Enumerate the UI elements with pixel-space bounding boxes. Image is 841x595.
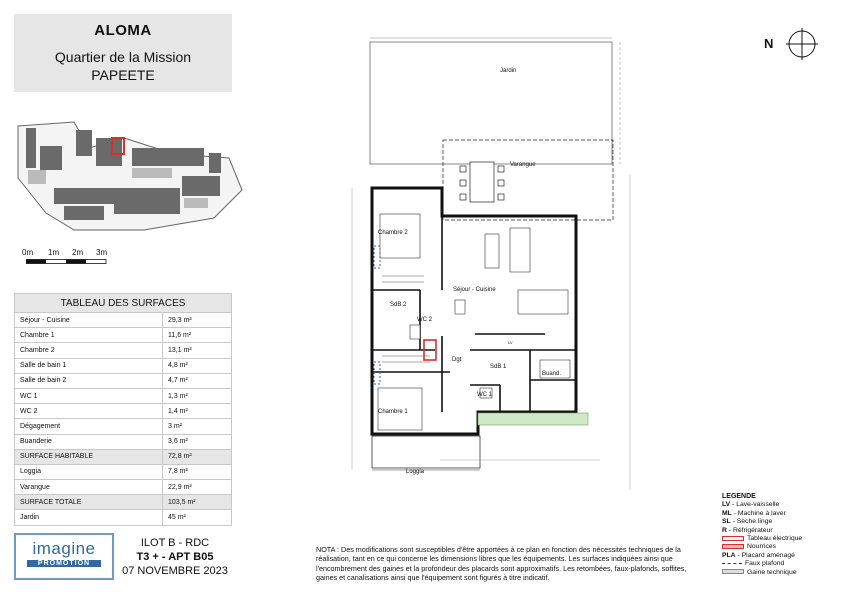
garden-outline (370, 42, 612, 164)
electric-panel-icon (722, 536, 744, 541)
legend-item: R - Réfrigérateur (722, 526, 773, 534)
date-label: 07 NOVEMBRE 2023 (122, 565, 228, 577)
city-name: PAPEETE (91, 67, 155, 83)
false-ceiling-icon (722, 563, 742, 564)
row-label: Dégagement (15, 419, 163, 434)
row-value: 4,8 m² (163, 358, 232, 373)
row-label: Jardin (15, 510, 163, 525)
row-label: Salle de bain 1 (15, 358, 163, 373)
row-label: WC 2 (15, 404, 163, 419)
row-label: Chambre 1 (15, 328, 163, 343)
room-label-sdb-2: SdB 2 (390, 302, 407, 308)
project-name: ALOMA (94, 22, 152, 39)
row-value: 1,4 m² (163, 404, 232, 419)
row-label: Loggia (15, 464, 163, 479)
table-row (15, 388, 232, 403)
building-label: ILOT B - RDC (140, 537, 210, 549)
legend-item: PLA - Placard aménagé (722, 551, 795, 559)
table-row (15, 328, 232, 343)
row-label: Salle de bain 2 (15, 373, 163, 388)
table-row (15, 480, 232, 495)
row-label: Chambre 2 (15, 343, 163, 358)
apartment-label: T3 + - APT B05 (136, 551, 214, 563)
legend (722, 493, 802, 577)
scale-label-1: 1m (48, 248, 60, 257)
row-value: 45 m² (163, 510, 232, 525)
site-key-plan (14, 118, 244, 238)
project-header (14, 14, 232, 92)
room-label-dgt: Dgt (452, 357, 462, 363)
table-row (15, 373, 232, 388)
room-label-varangue: Varangue (510, 162, 536, 168)
legend-item: Nourrices (722, 543, 802, 551)
scale-label-3: 3m (96, 248, 108, 257)
row-value: 22,9 m² (163, 480, 232, 495)
room-label-sejour: Séjour - Cuisine (453, 287, 496, 293)
district-name: Quartier de la Mission (54, 49, 192, 65)
row-value: 11,6 m² (163, 328, 232, 343)
row-label: SURFACE HABITABLE (15, 449, 163, 464)
table-row (15, 464, 232, 479)
table-row (15, 343, 232, 358)
row-value: 3 m² (163, 419, 232, 434)
plan-meta (116, 536, 234, 578)
row-value: 103,5 m² (163, 495, 232, 510)
table-row (15, 358, 232, 373)
room-label-wc-1: WC 1 (477, 392, 492, 398)
logo-tagline: PROMOTION (27, 560, 101, 567)
legend-item: ML - Machine à laver (722, 509, 786, 517)
legend-item: Faux plafond (722, 560, 802, 568)
table-row (15, 313, 232, 328)
table-row (15, 434, 232, 449)
row-value: 1,3 m² (163, 388, 232, 403)
table-row (15, 510, 232, 525)
legend-item: SL - Sèche linge (722, 518, 773, 526)
scale-bar (26, 259, 110, 265)
scale-label-0: 0m (22, 248, 34, 257)
room-label-wc-2: WC 2 (417, 317, 432, 323)
row-label: Buanderie (15, 434, 163, 449)
row-value: 3,6 m² (163, 434, 232, 449)
legend-item: Tableau électrique (722, 535, 802, 543)
appliance-label-lv: LV (508, 340, 513, 345)
room-label-chambre-1: Chambre 1 (378, 409, 408, 415)
row-label: SURFACE TOTALE (15, 495, 163, 510)
logo-name: imagine (32, 539, 96, 558)
table-row (15, 404, 232, 419)
surfaces-table (14, 293, 232, 526)
promoter-logo (14, 533, 114, 580)
compass-icon (786, 28, 818, 60)
room-label-jardin: Jardin (500, 68, 517, 74)
scale-label-2: 2m (72, 248, 84, 257)
technical-duct-icon (722, 569, 744, 574)
legend-title: LEGENDE (722, 493, 756, 500)
north-label: N (764, 36, 774, 51)
room-label-loggia: Loggia (406, 469, 425, 475)
legend-item: LV - Lave-vaisselle (722, 501, 780, 509)
floor-plan (300, 0, 720, 500)
disclaimer-note: NOTA : Des modifications sont susceptibles d'être apportées à ce plan en fonction des nécessités techniques de la réalisation, tant en ce qui concerne les dimensions libres que les équipements. Les surfaces indiquées ainsi que l'encombrement des gaines et la profondeur des placards sont approximatifs. Les retombées, faux-plafonds, soffites, gaines et canalisations ainsi que l'équipement sont figurés à titre indicatif. (316, 545, 687, 583)
row-value: 29,3 m² (163, 313, 232, 328)
row-value: 13,1 m² (163, 343, 232, 358)
table-title: TABLEAU DES SURFACES (15, 294, 232, 313)
manifold-icon (722, 544, 744, 549)
table-row-total (15, 449, 232, 464)
room-label-chambre-2: Chambre 2 (378, 230, 408, 236)
table-row-total (15, 495, 232, 510)
row-label: WC 1 (15, 388, 163, 403)
row-label: Séjour - Cuisine (15, 313, 163, 328)
row-label: Varangue (15, 480, 163, 495)
row-value: 7,8 m² (163, 464, 232, 479)
table-row (15, 419, 232, 434)
room-label-sdb-1: SdB 1 (490, 364, 507, 370)
legend-item: Gaine technique (722, 569, 802, 577)
row-value: 72,8 m² (163, 449, 232, 464)
room-label-buanderie: Buand. (542, 371, 562, 377)
row-value: 4,7 m² (163, 373, 232, 388)
